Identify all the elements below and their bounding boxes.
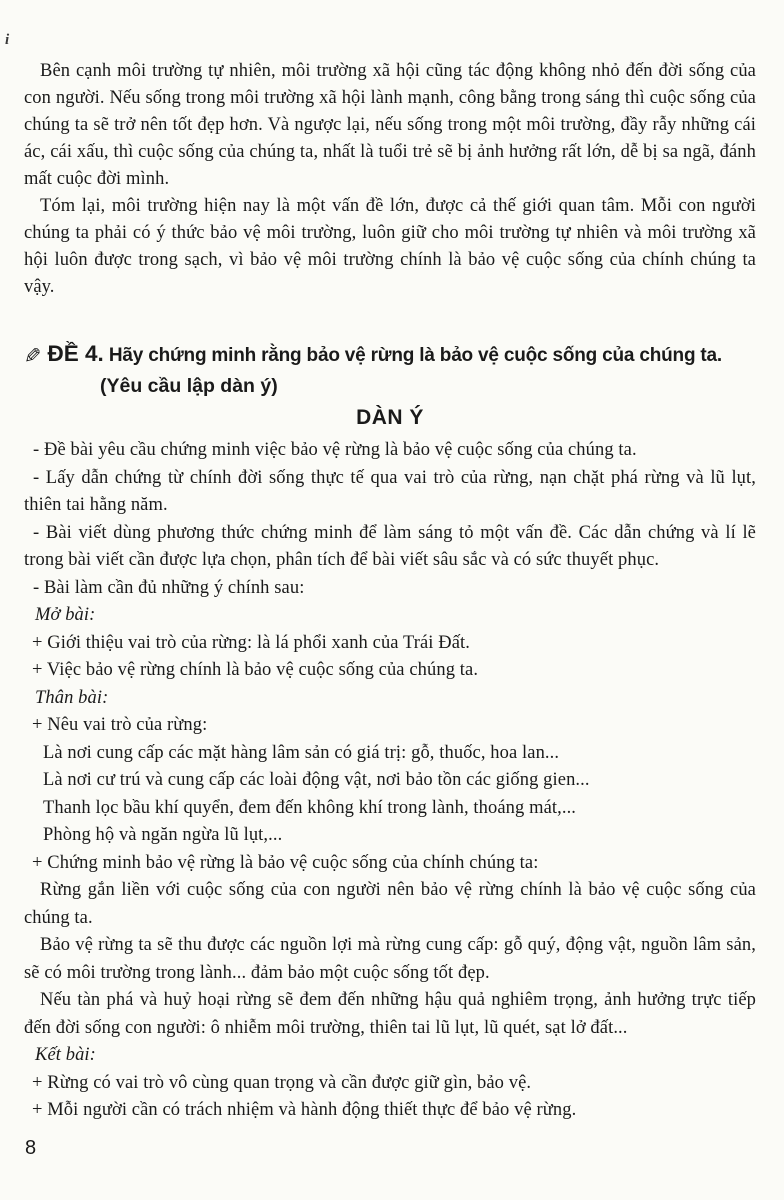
outline-item-para: Rừng gắn liền với cuộc sống của con người nên bảo vệ rừng chính là bảo vệ cuộc sống của chúng ta.: [24, 880, 756, 928]
outline-item-para: Nếu tàn phá và huỷ hoại rừng sẽ đem đến những hậu quả nghiêm trọng, ảnh hưởng trực tiếp đến đời sống con người: ô nhiễm môi trường, thiên tai lũ lụt, lũ quét, sạt lở đất...: [24, 990, 756, 1038]
outline-item-para: Bảo vệ rừng ta sẽ thu được các nguồn lợi mà rừng cung cấp: gỗ quý, động vật, nguồn lâm sản, sẽ có môi trường trong lành... đảm bảo một cuộc sống tốt đẹp.: [24, 935, 756, 983]
outline-item-dash: - Đề bài yêu cầu chứng minh việc bảo vệ rừng là bảo vệ cuộc sống của chúng ta.: [33, 440, 637, 460]
outline-item-plus: + Nêu vai trò của rừng:: [32, 715, 208, 735]
outline-item-sub: Là nơi cung cấp các mặt hàng lâm sản có giá trị: gỗ, thuốc, hoa lan...: [43, 742, 560, 763]
intro-paragraph: Bên cạnh môi trường tự nhiên, môi trường xã hội cũng tác động không nhỏ đến đời sống của con người. Nếu sống trong môi trường xã hội lành mạnh, công bằng trong sáng thì cuộc sống của chúng ta sẽ trở nên tốt đẹp hơn. Và ngược lại, nếu sống trong một môi trường, đầy rẫy những cái ác, cái xấu, thì cuộc sống của chúng ta, nhất là tuổi trẻ sẽ bị ảnh hưởng rất lớn, dễ bị sa ngã, đánh mất cuộc đời mình.: [24, 61, 756, 189]
outline-item-dash: - Lấy dẫn chứng từ chính đời sống thực tế qua vai trò của rừng, nạn chặt phá rừng và lũ lụt, thiên tai hằng năm.: [24, 467, 756, 515]
outline-item-plus: + Rừng có vai trò vô cùng quan trọng và cần được giữ gìn, bảo vệ.: [32, 1072, 532, 1093]
intro-paragraph: Tóm lại, môi trường hiện nay là một vấn đề lớn, được cả thế giới quan tâm. Mỗi con người chúng ta phải có ý thức bảo vệ môi trường, luôn giữ cho môi trường tự nhiên và môi trường xã hội luôn được trong sạch, vì bảo vệ môi trường chính là bảo vệ cuộc sống của chính chúng ta vậy.: [24, 196, 756, 297]
outline-item-plus: + Mỗi người cần có trách nhiệm và hành động thiết thực để bảo vệ rừng.: [32, 1100, 577, 1120]
exercise-label: ĐỀ 4.: [47, 341, 104, 366]
page-number: 8: [25, 1137, 37, 1159]
outline: [24, 437, 756, 1125]
outline-item-sub: Là nơi cư trú và cung cấp các loài động vật, nơi bảo tồn các giống gien...: [43, 770, 590, 790]
exercise-subtitle: (Yêu cầu lập dàn ý): [100, 375, 278, 397]
outline-item-label: Thân bài:: [35, 687, 109, 708]
outline-item-plus: + Chứng minh bảo vệ rừng là bảo vệ cuộc sống của chính chúng ta:: [32, 852, 539, 873]
outline-title: DÀN Ý: [356, 406, 424, 429]
scan-edge-mark: i: [5, 32, 10, 48]
pencil-icon: ✎: [24, 344, 42, 368]
outline-item-plus: + Giới thiệu vai trò của rừng: là lá phổi xanh của Trái Đất.: [32, 632, 471, 653]
outline-item-sub: Phòng hộ và ngăn ngừa lũ lụt,...: [43, 825, 283, 845]
outline-item-label: Kết bài:: [35, 1045, 96, 1065]
exercise-title: Hãy chứng minh rằng bảo vệ rừng là bảo vệ cuộc sống của chúng ta.: [108, 345, 723, 366]
outline-item-label: Mở bài:: [35, 605, 96, 625]
outline-item-plus: + Việc bảo vệ rừng chính là bảo vệ cuộc sống của chúng ta.: [32, 660, 479, 680]
outline-item-dash: - Bài làm cần đủ những ý chính sau:: [33, 577, 305, 598]
outline-item-sub: Thanh lọc bầu khí quyển, đem đến không khí trong lành, thoáng mát,...: [43, 797, 577, 818]
outline-item-dash: - Bài viết dùng phương thức chứng minh để làm sáng tỏ một vấn đề. Các dẫn chứng và lí lẽ trong bài viết cần được lựa chọn, phân tích để bài viết sâu sắc và có sức thuyết phục.: [24, 522, 756, 570]
exercise-heading: [24, 339, 756, 371]
